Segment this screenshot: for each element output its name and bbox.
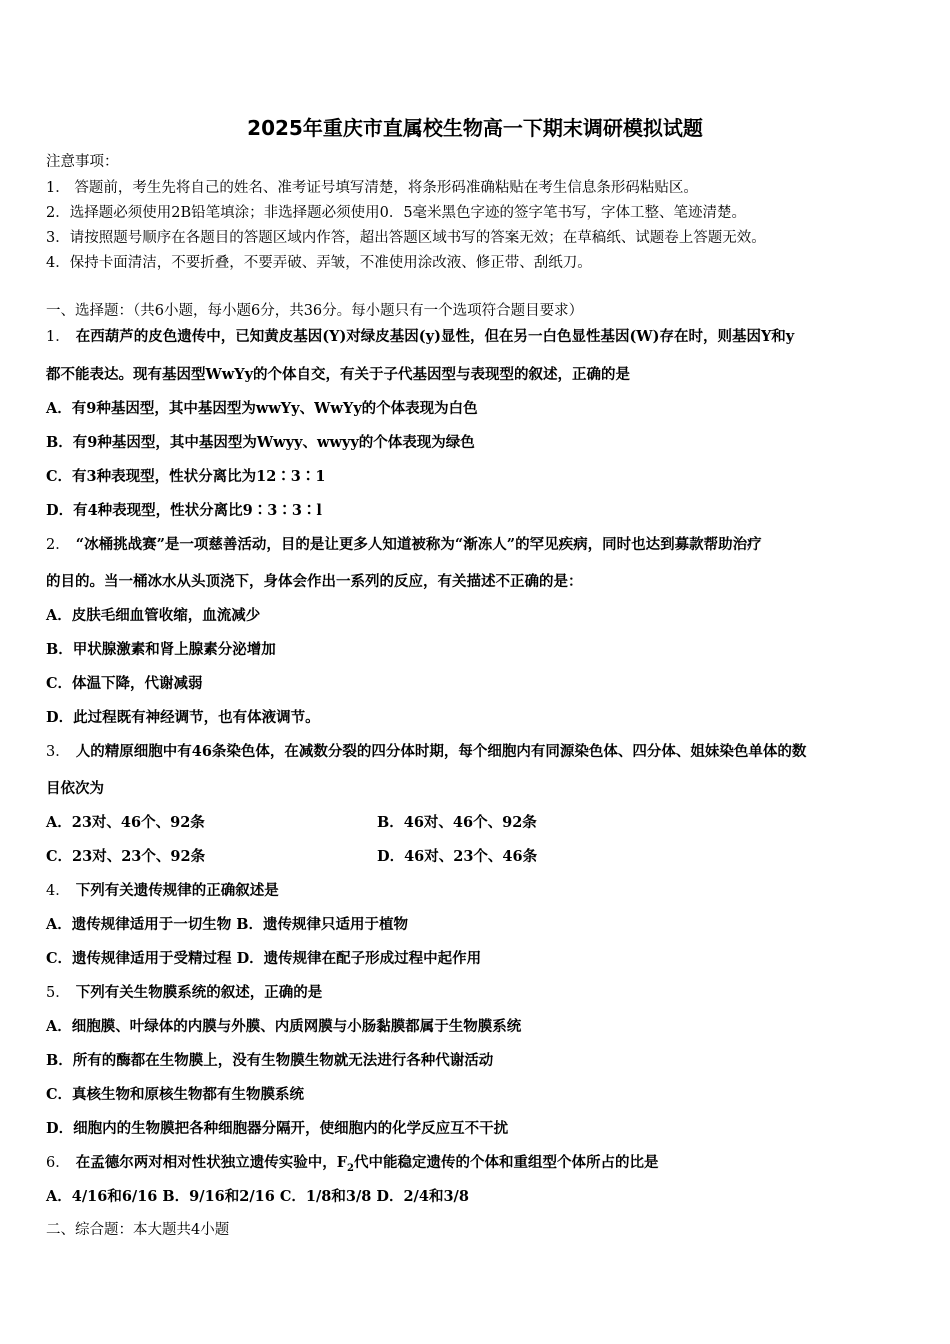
page-title: 2025年重庆市直属校生物高一下期末调研模拟试题	[247, 116, 703, 140]
option-d: D．46对、23个、46条	[377, 848, 538, 865]
question-stem-cont: 的目的。当一桶冰水从头顶浇下，身体会作出一系列的反应，有关描述不正确的是：	[46, 573, 583, 590]
option-c: C．23对、23个、92条	[46, 848, 206, 865]
notice-heading: 注意事项：	[46, 154, 119, 170]
option-b: B．有9种基因型，其中基因型为Wwyy、wwyy的个体表现为绿色	[46, 434, 475, 451]
option-cd: C．遗传规律适用于受精过程 D．遗传规律在配子形成过程中起作用	[46, 950, 482, 967]
section-heading: 一、选择题：（共6小题，每小题6分，共36分。每小题只有一个选项符合题目要求）	[46, 303, 584, 319]
question-stem: 3． 人的精原细胞中有46条染色体，在减数分裂的四分体时期，每个细胞内有同源染色体、四分体、姐妹染色单体的数	[46, 743, 807, 760]
options-row: A．4/16和6/16 B．9/16和2/16 C．1/8和3/8 D．2/4和3/8	[46, 1188, 469, 1205]
question-number: 6．	[46, 1155, 70, 1171]
question-stem: 1． 在西葫芦的皮色遗传中，已知黄皮基因(Y)对绿皮基因(y)显性，但在另一白色显性基因(W)存在时，则基因Y和y	[46, 328, 795, 345]
option-ab: A．遗传规律适用于一切生物 B．遗传规律只适用于植物	[46, 916, 409, 933]
option-d: D．有4种表现型，性状分离比9∶3∶3∶l	[46, 502, 322, 519]
question-number: 1．	[46, 329, 70, 345]
notice-item: 4．保持卡面清洁，不要折叠，不要弄破、弄皱，不准使用涂改液、修正带、刮纸刀。	[46, 255, 592, 271]
notice-item: 1． 答题前，考生先将自己的姓名、准考证号填写清楚，将条形码准确粘贴在考生信息条形码粘贴区。	[46, 180, 698, 196]
question-stem: 6． 在孟德尔两对相对性状独立遗传实验中，$F_2$代中能稳定遗传的个体和重组型个体所占的比是	[46, 1154, 659, 1174]
notice-item: 3．请按照题号顺序在各题目的答题区域内作答，超出答题区域书写的答案无效；在草稿纸、试题卷上答题无效。	[46, 230, 766, 246]
option-a: A．细胞膜、叶绿体的内膜与外膜、内质网膜与小肠黏膜都属于生物膜系统	[46, 1018, 522, 1035]
notice-item: 2．选择题必须使用2B铅笔填涂；非选择题必须使用0．5毫米黑色字迹的签字笔书写，字体工整、笔迹清楚。	[46, 205, 747, 221]
option-c: C．真核生物和原核生物都有生物膜系统	[46, 1086, 305, 1103]
option-d: D．细胞内的生物膜把各种细胞器分隔开，使细胞内的化学反应互不干扰	[46, 1120, 509, 1137]
option-c: C．有3种表现型，性状分离比为12∶3∶1	[46, 468, 326, 485]
question-stem: 5． 下列有关生物膜系统的叙述，正确的是	[46, 984, 323, 1001]
option-a: A．皮肤毛细血管收缩，血流减少	[46, 607, 261, 624]
question-number: 2．	[46, 537, 70, 553]
option-b: B．甲状腺激素和肾上腺素分泌增加	[46, 641, 276, 658]
question-number: 4．	[46, 883, 70, 899]
question-number: 3．	[46, 744, 70, 760]
section-heading: 二、综合题：本大题共4小题	[46, 1222, 230, 1238]
option-d: D．此过程既有神经调节，也有体液调节。	[46, 709, 320, 726]
question-stem-cont: 都不能表达。现有基因型WwYy的个体自交，有关于子代基因型与表现型的叙述，正确的是	[46, 366, 631, 383]
option-b: B．所有的酶都在生物膜上，没有生物膜生物就无法进行各种代谢活动	[46, 1052, 494, 1069]
option-a: A．23对、46个、92条	[46, 814, 205, 831]
question-stem-cont: 目依次为	[46, 780, 104, 797]
option-b: B．46对、46个、92条	[377, 814, 537, 831]
question-number: 5．	[46, 985, 70, 1001]
option-c: C．体温下降，代谢减弱	[46, 675, 203, 692]
option-a: A．有9种基因型，其中基因型为wwYy、WwYy的个体表现为白色	[46, 400, 478, 417]
question-stem: 2． “冰桶挑战赛”是一项慈善活动，目的是让更多人知道被称为“渐冻人”的罕见疾病，同时也达到募款帮助治疗	[46, 536, 762, 553]
question-stem: 4． 下列有关遗传规律的正确叙述是	[46, 882, 279, 899]
